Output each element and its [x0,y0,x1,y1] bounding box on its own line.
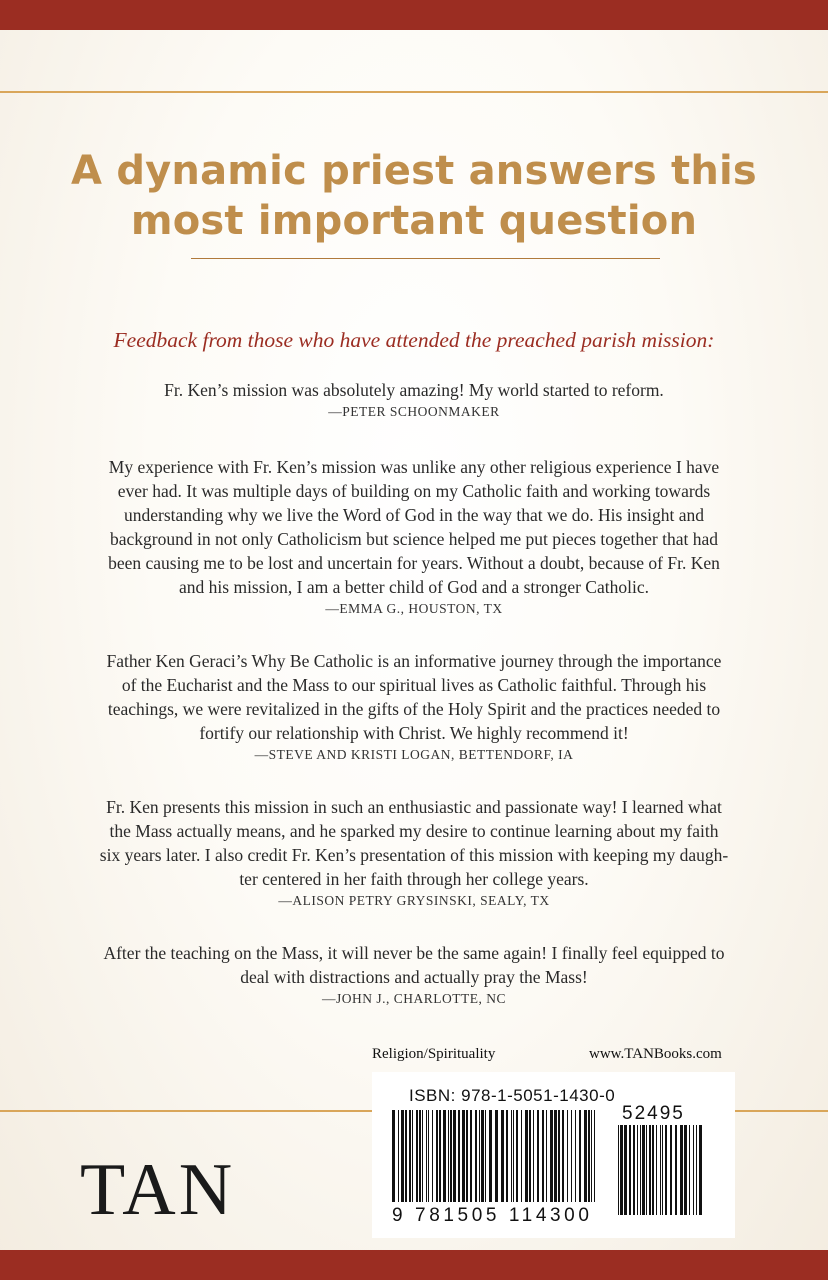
barcode-bar [633,1125,635,1215]
barcode-bar [416,1110,418,1202]
price-code: 52495 [622,1103,685,1124]
testimonial-line: Fr. Ken’s mission was absolutely amazing! My world started to reform. [164,380,664,400]
testimonial [60,455,768,619]
barcode-bar [521,1110,522,1202]
testimonial [60,795,768,911]
headline-line-2: most important question [130,198,698,244]
headline-line-1: A dynamic priest answers this [71,148,757,194]
barcode-bar [558,1110,560,1202]
testimonial-attribution: —ALISON PETRY GRYSINSKI, SEALY, TX [278,893,550,908]
barcode-bar [594,1110,595,1202]
barcode-bar [584,1110,587,1202]
barcode-bar [398,1110,399,1202]
barcode-bar [439,1110,441,1202]
barcode-bar [554,1110,557,1202]
barcode-bar [533,1110,534,1202]
ean-digits: 9 781505 114300 [392,1205,593,1226]
testimonial-line: background in not only Catholicism but science helped me put pieces together that had [110,529,718,549]
website-url: www.TANBooks.com [589,1046,722,1062]
testimonials-list [60,378,768,1039]
testimonial-line: the Mass actually means, and he sparked my desire to continue learning about my faith [109,821,719,841]
barcode-bar [392,1110,395,1202]
testimonial-line: ever had. It was multiple days of building on my Catholic faith and working towards [117,481,711,501]
isbn-text: ISBN: 978-1-5051-1430-0 [409,1086,616,1105]
barcode-bar [489,1110,492,1202]
testimonial-line: Father Ken Geraci’s Why Be Catholic is an informative journey through the importance [106,651,722,671]
barcode-bar [485,1110,486,1202]
testimonial-line: teachings, we were revitalized in the gifts of the Holy Spirit and the practices needed to [107,699,721,719]
testimonial-text [60,941,768,989]
barcode-bar [637,1125,638,1215]
barcode-bar [660,1125,661,1215]
barcode-addon [618,1125,706,1215]
barcode-bar [646,1125,647,1215]
headline [0,146,828,246]
barcode-bar [537,1110,539,1202]
barcode-bar [670,1125,672,1215]
testimonial-line: been causing me to be lost and uncertain for years. Without a doubt, because of Fr. Ken [108,553,720,573]
testimonial-line: six years later. I also credit Fr. Ken’s presentation of this mission with keeping my daugh- [99,845,729,865]
testimonial-line: of the Eucharist and the Mass to our spiritual lives as Catholic faithful. Through his [121,675,707,695]
testimonial-line: ter centered in her faith through her college years. [239,869,589,889]
barcode-bar [506,1110,508,1202]
barcode-bar [516,1110,518,1202]
barcode-bar [412,1110,413,1202]
barcode-bar [542,1110,544,1202]
barcode-bar [443,1110,446,1202]
top-gold-rule [0,91,828,93]
barcode-bar [436,1110,438,1202]
barcode-bar [693,1125,694,1215]
barcode-bar [640,1125,641,1215]
barcode-bar [699,1125,702,1215]
testimonial-attribution: —JOHN J., CHARLOTTE, NC [321,991,506,1006]
testimonial-attribution: —EMMA G., HOUSTON, TX [325,601,503,616]
barcode-bar [401,1110,404,1202]
testimonial [60,941,768,1009]
testimonial [60,649,768,765]
barcode-bar [665,1125,667,1215]
barcode-bar [652,1125,654,1215]
barcode-main [392,1110,598,1202]
barcode-bar [575,1110,576,1202]
barcode-bar [428,1110,429,1202]
barcode-bar [432,1110,433,1202]
bottom-color-band [0,1250,828,1280]
barcode-bar [591,1110,592,1202]
barcode-bar [405,1110,407,1202]
testimonial-text [60,795,768,891]
barcode-bar [422,1110,423,1202]
barcode-bar [481,1110,484,1202]
barcode-bar [513,1110,514,1202]
barcode-bar [453,1110,456,1202]
barcode-bar [495,1110,498,1202]
barcode-bar [649,1125,651,1215]
barcode-bar [656,1125,657,1215]
top-color-band [0,0,828,30]
testimonial-line: deal with distractions and actually pray the Mass! [240,967,588,987]
barcode-bar [680,1125,683,1215]
barcode-bar [620,1125,623,1215]
barcode-bar [450,1110,452,1202]
testimonial-line: and his mission, I am a better child of God and a stronger Catholic. [179,577,649,597]
barcode-bar [571,1110,572,1202]
testimonial-line: Fr. Ken presents this mission in such an enthusiastic and passionate way! I learned what [106,797,722,817]
testimonial-line: My experience with Fr. Ken’s mission was unlike any other religious experience I have [108,457,720,477]
publisher-logo: TAN [80,1149,236,1231]
barcode-bar [525,1110,528,1202]
barcode-bar [579,1110,581,1202]
barcode-bar [675,1125,677,1215]
barcode-bar [511,1110,512,1202]
barcode-bar [426,1110,427,1202]
barcode-bar [588,1110,590,1202]
testimonial [60,378,768,422]
barcode-bar [550,1110,553,1202]
barcode-bar [529,1110,531,1202]
barcode-bar [629,1125,631,1215]
testimonial-line: fortify our relationship with Christ. We highly recommend it! [199,723,629,743]
barcode-bar [546,1110,547,1202]
barcode-bar [684,1125,687,1215]
testimonial-line: understanding why we live the Word of God in the way that we do. His insight and [123,505,705,525]
testimonial-text [60,649,768,745]
barcode-bar [479,1110,480,1202]
testimonial-attribution: —PETER SCHOONMAKER [328,404,500,419]
barcode-bar [696,1125,697,1215]
testimonial-line: After the teaching on the Mass, it will never be the same again! I finally feel equipped to [103,943,725,963]
barcode-bar [567,1110,568,1202]
category-label: Religion/Spirituality [372,1046,496,1062]
barcode-bar [462,1110,465,1202]
testimonial-text [60,455,768,599]
barcode-bar [642,1125,645,1215]
barcode-bar [475,1110,477,1202]
testimonial-attribution: —STEVE AND KRISTI LOGAN, BETTENDORF, IA [254,747,574,762]
barcode-bar [470,1110,472,1202]
barcode-bar [419,1110,421,1202]
headline-underline [191,258,660,259]
barcode-bar [501,1110,504,1202]
barcode-bar [689,1125,690,1215]
testimonial-text [60,378,768,402]
barcode-bar [466,1110,468,1202]
barcode-bar [458,1110,460,1202]
barcode-bar [624,1125,627,1215]
barcode-bar [618,1125,619,1215]
barcode-bar [562,1110,564,1202]
barcode-bar [662,1125,663,1215]
barcode-bar [448,1110,449,1202]
feedback-intro: Feedback from those who have attended the preached parish mission: [113,328,715,352]
barcode-bar [409,1110,411,1202]
